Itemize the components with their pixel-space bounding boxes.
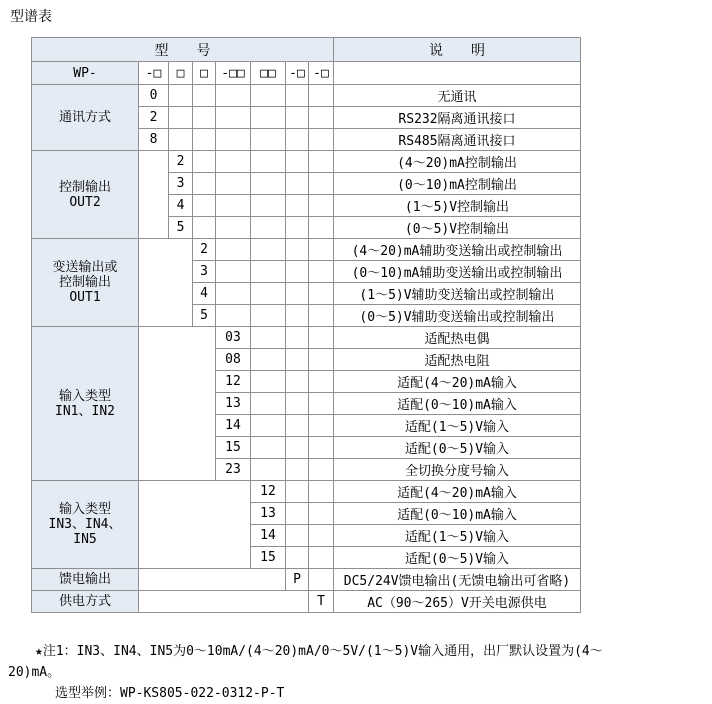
- grid-cell: [286, 459, 309, 481]
- code-cell: 12: [251, 481, 286, 503]
- description-cell: (0～5)V控制输出: [334, 217, 581, 239]
- section-label-line: 输入类型: [58, 388, 111, 404]
- table-row: [32, 239, 581, 261]
- grid-cell: [193, 85, 216, 107]
- merged-empty-cell: [139, 481, 251, 569]
- grid-cell: [251, 283, 286, 305]
- code-cell: 15: [251, 547, 286, 569]
- description-cell: (0～10)mA辅助变送输出或控制输出: [334, 261, 581, 283]
- grid-cell: [251, 327, 286, 349]
- grid-cell: [286, 85, 309, 107]
- model-pattern-cell: -□: [139, 62, 169, 85]
- grid-cell: [309, 217, 334, 239]
- description-cell: 适配热电阻: [334, 349, 581, 371]
- grid-cell: [286, 415, 309, 437]
- table-header: [32, 38, 581, 62]
- code-cell: P: [286, 569, 309, 591]
- grid-cell: [251, 85, 286, 107]
- grid-cell: [286, 261, 309, 283]
- grid-cell: [286, 305, 309, 327]
- grid-cell: [286, 239, 309, 261]
- grid-cell: [216, 151, 251, 173]
- section-label-line: OUT2: [69, 194, 101, 210]
- description-cell: 适配(1～5)V输入: [334, 525, 581, 547]
- grid-cell: [251, 107, 286, 129]
- grid-cell: [309, 107, 334, 129]
- description-cell: 全切换分度号输入: [334, 459, 581, 481]
- model-pattern-cell: □□: [251, 62, 286, 85]
- grid-cell: [309, 305, 334, 327]
- code-cell: 3: [193, 261, 216, 283]
- grid-cell: [286, 503, 309, 525]
- page-title: 型谱表: [10, 9, 52, 25]
- grid-cell: [216, 195, 251, 217]
- grid-cell: [286, 327, 309, 349]
- code-cell: 23: [216, 459, 251, 481]
- grid-cell: [309, 481, 334, 503]
- description-cell: 适配(0～10)mA输入: [334, 393, 581, 415]
- grid-cell: [286, 437, 309, 459]
- grid-cell: [286, 173, 309, 195]
- grid-cell: [193, 173, 216, 195]
- section-label-line: IN5: [73, 532, 97, 547]
- merged-empty-cell: [139, 569, 286, 591]
- grid-cell: [309, 459, 334, 481]
- grid-cell: [286, 371, 309, 393]
- grid-cell: [286, 481, 309, 503]
- section-label-line: 通讯方式: [58, 110, 111, 125]
- merged-empty-cell: [139, 327, 216, 481]
- grid-cell: [309, 85, 334, 107]
- model-pattern-cell: -□: [286, 62, 309, 85]
- model-pattern-cell: □: [169, 62, 193, 85]
- description-cell: (1～5)V辅助变送输出或控制输出: [334, 283, 581, 305]
- grid-cell: [251, 195, 286, 217]
- description-cell: 无通讯: [334, 85, 581, 107]
- grid-cell: [286, 151, 309, 173]
- grid-cell: [286, 129, 309, 151]
- code-cell: 13: [216, 393, 251, 415]
- grid-cell: [286, 217, 309, 239]
- section-label-line: 变送输出或: [52, 260, 118, 275]
- grid-cell: [169, 85, 193, 107]
- description-cell: (1～5)V控制输出: [334, 195, 581, 217]
- description-cell: 适配(0～5)V输入: [334, 547, 581, 569]
- grid-cell: [216, 107, 251, 129]
- code-cell: 03: [216, 327, 251, 349]
- section-label: [32, 85, 139, 151]
- description-cell: 适配(1～5)V输入: [334, 415, 581, 437]
- grid-cell: [309, 261, 334, 283]
- grid-cell: [309, 239, 334, 261]
- grid-cell: [251, 459, 286, 481]
- description-cell: DC5/24V馈电输出(无馈电输出可省略): [334, 569, 581, 591]
- section-label-line: 供电方式: [58, 594, 111, 609]
- grid-cell: [309, 151, 334, 173]
- section-label-line: 控制输出: [58, 179, 111, 195]
- grid-cell: [169, 107, 193, 129]
- grid-cell: [309, 327, 334, 349]
- grid-cell: [309, 283, 334, 305]
- code-cell: 12: [216, 371, 251, 393]
- section-label: [32, 569, 139, 591]
- grid-cell: [309, 371, 334, 393]
- grid-cell: [251, 173, 286, 195]
- grid-cell: [309, 195, 334, 217]
- description-cell: 适配(4～20)mA输入: [334, 371, 581, 393]
- section-label: [32, 151, 139, 239]
- grid-cell: [251, 151, 286, 173]
- grid-cell: [286, 393, 309, 415]
- code-cell: 8: [139, 129, 169, 151]
- grid-cell: [193, 151, 216, 173]
- selection-example: 选型举例：WP-KS805-022-0312-P-T: [55, 686, 285, 701]
- description-cell: 适配热电偶: [334, 327, 581, 349]
- note-line: ★注1：IN3、IN4、IN5为0～10mA/(4～20)mA/0～5V/(1～5)V输入通用，出厂默认设置为(4～: [35, 644, 603, 659]
- code-cell: 5: [193, 305, 216, 327]
- grid-cell: [286, 525, 309, 547]
- grid-cell: [309, 129, 334, 151]
- description-cell: AC（90～265）V开关电源供电: [334, 591, 581, 613]
- grid-cell: [193, 217, 216, 239]
- grid-cell: [251, 415, 286, 437]
- grid-cell: [309, 415, 334, 437]
- table-row: [32, 569, 581, 591]
- grid-cell: [216, 261, 251, 283]
- model-header-cell: 型 号: [32, 38, 334, 62]
- grid-cell: [286, 195, 309, 217]
- merged-empty-cell: [139, 239, 193, 327]
- grid-cell: [251, 261, 286, 283]
- section-label: [32, 327, 139, 481]
- section-label: [32, 481, 139, 569]
- section-label: [32, 591, 139, 613]
- code-cell: 2: [139, 107, 169, 129]
- grid-cell: [216, 85, 251, 107]
- grid-cell: [309, 349, 334, 371]
- section-label: [32, 239, 139, 327]
- code-cell: 15: [216, 437, 251, 459]
- model-spec-table: [31, 37, 581, 613]
- table-row: [32, 151, 581, 173]
- table-row: [32, 481, 581, 503]
- code-cell: T: [309, 591, 334, 613]
- section-label-line: IN3、IN4、: [48, 517, 122, 532]
- grid-cell: [251, 305, 286, 327]
- code-cell: 14: [251, 525, 286, 547]
- grid-cell: [309, 547, 334, 569]
- footer-notes: [10, 641, 712, 704]
- grid-cell: [193, 129, 216, 151]
- description-cell: [334, 62, 581, 85]
- model-pattern-cell: -□: [309, 62, 334, 85]
- description-cell: (0～10)mA控制输出: [334, 173, 581, 195]
- merged-empty-cell: [139, 591, 309, 613]
- description-cell: (4～20)mA辅助变送输出或控制输出: [334, 239, 581, 261]
- grid-cell: [251, 239, 286, 261]
- section-label-line: IN1、IN2: [55, 403, 115, 419]
- grid-cell: [309, 437, 334, 459]
- grid-cell: [251, 129, 286, 151]
- code-cell: 3: [169, 173, 193, 195]
- grid-cell: [286, 107, 309, 129]
- description-cell: 适配(0～5)V输入: [334, 437, 581, 459]
- grid-cell: [251, 217, 286, 239]
- table-row: [32, 327, 581, 349]
- grid-cell: [251, 371, 286, 393]
- grid-cell: [309, 525, 334, 547]
- grid-cell: [309, 173, 334, 195]
- grid-cell: [286, 349, 309, 371]
- code-cell: 2: [193, 239, 216, 261]
- grid-cell: [251, 349, 286, 371]
- code-cell: 14: [216, 415, 251, 437]
- grid-cell: [216, 239, 251, 261]
- code-cell: 13: [251, 503, 286, 525]
- code-cell: 5: [169, 217, 193, 239]
- model-pattern-row: [32, 62, 581, 85]
- description-header-cell: 说 明: [334, 38, 581, 62]
- model-pattern-cell: □: [193, 62, 216, 85]
- code-cell: 08: [216, 349, 251, 371]
- description-cell: RS485隔离通讯接口: [334, 129, 581, 151]
- description-cell: (0～5)V辅助变送输出或控制输出: [334, 305, 581, 327]
- grid-cell: [169, 129, 193, 151]
- grid-cell: [286, 547, 309, 569]
- section-label-line: 馈电输出: [58, 572, 111, 587]
- code-cell: 4: [169, 195, 193, 217]
- grid-cell: [309, 503, 334, 525]
- grid-cell: [193, 195, 216, 217]
- note-line: 20)mA。: [8, 665, 61, 680]
- section-label-line: 输入类型: [58, 502, 111, 517]
- code-cell: 4: [193, 283, 216, 305]
- description-cell: 适配(0～10)mA输入: [334, 503, 581, 525]
- grid-cell: [286, 283, 309, 305]
- table-row: [32, 591, 581, 613]
- grid-cell: [216, 217, 251, 239]
- model-pattern-cell: -□□: [216, 62, 251, 85]
- description-cell: 适配(4～20)mA输入: [334, 481, 581, 503]
- table-row: [32, 85, 581, 107]
- grid-cell: [193, 107, 216, 129]
- grid-cell: [309, 393, 334, 415]
- section-label-line: OUT1: [69, 290, 101, 305]
- code-cell: 0: [139, 85, 169, 107]
- grid-cell: [216, 305, 251, 327]
- grid-cell: [251, 393, 286, 415]
- description-cell: RS232隔离通讯接口: [334, 107, 581, 129]
- grid-cell: [216, 283, 251, 305]
- model-prefix-cell: WP-: [32, 62, 139, 85]
- grid-cell: [216, 173, 251, 195]
- table-body: [32, 62, 581, 613]
- grid-cell: [251, 437, 286, 459]
- section-label-line: 控制输出: [58, 275, 111, 290]
- grid-cell: [309, 569, 334, 591]
- code-cell: 2: [169, 151, 193, 173]
- description-cell: (4～20)mA控制输出: [334, 151, 581, 173]
- merged-empty-cell: [139, 151, 169, 239]
- grid-cell: [216, 129, 251, 151]
